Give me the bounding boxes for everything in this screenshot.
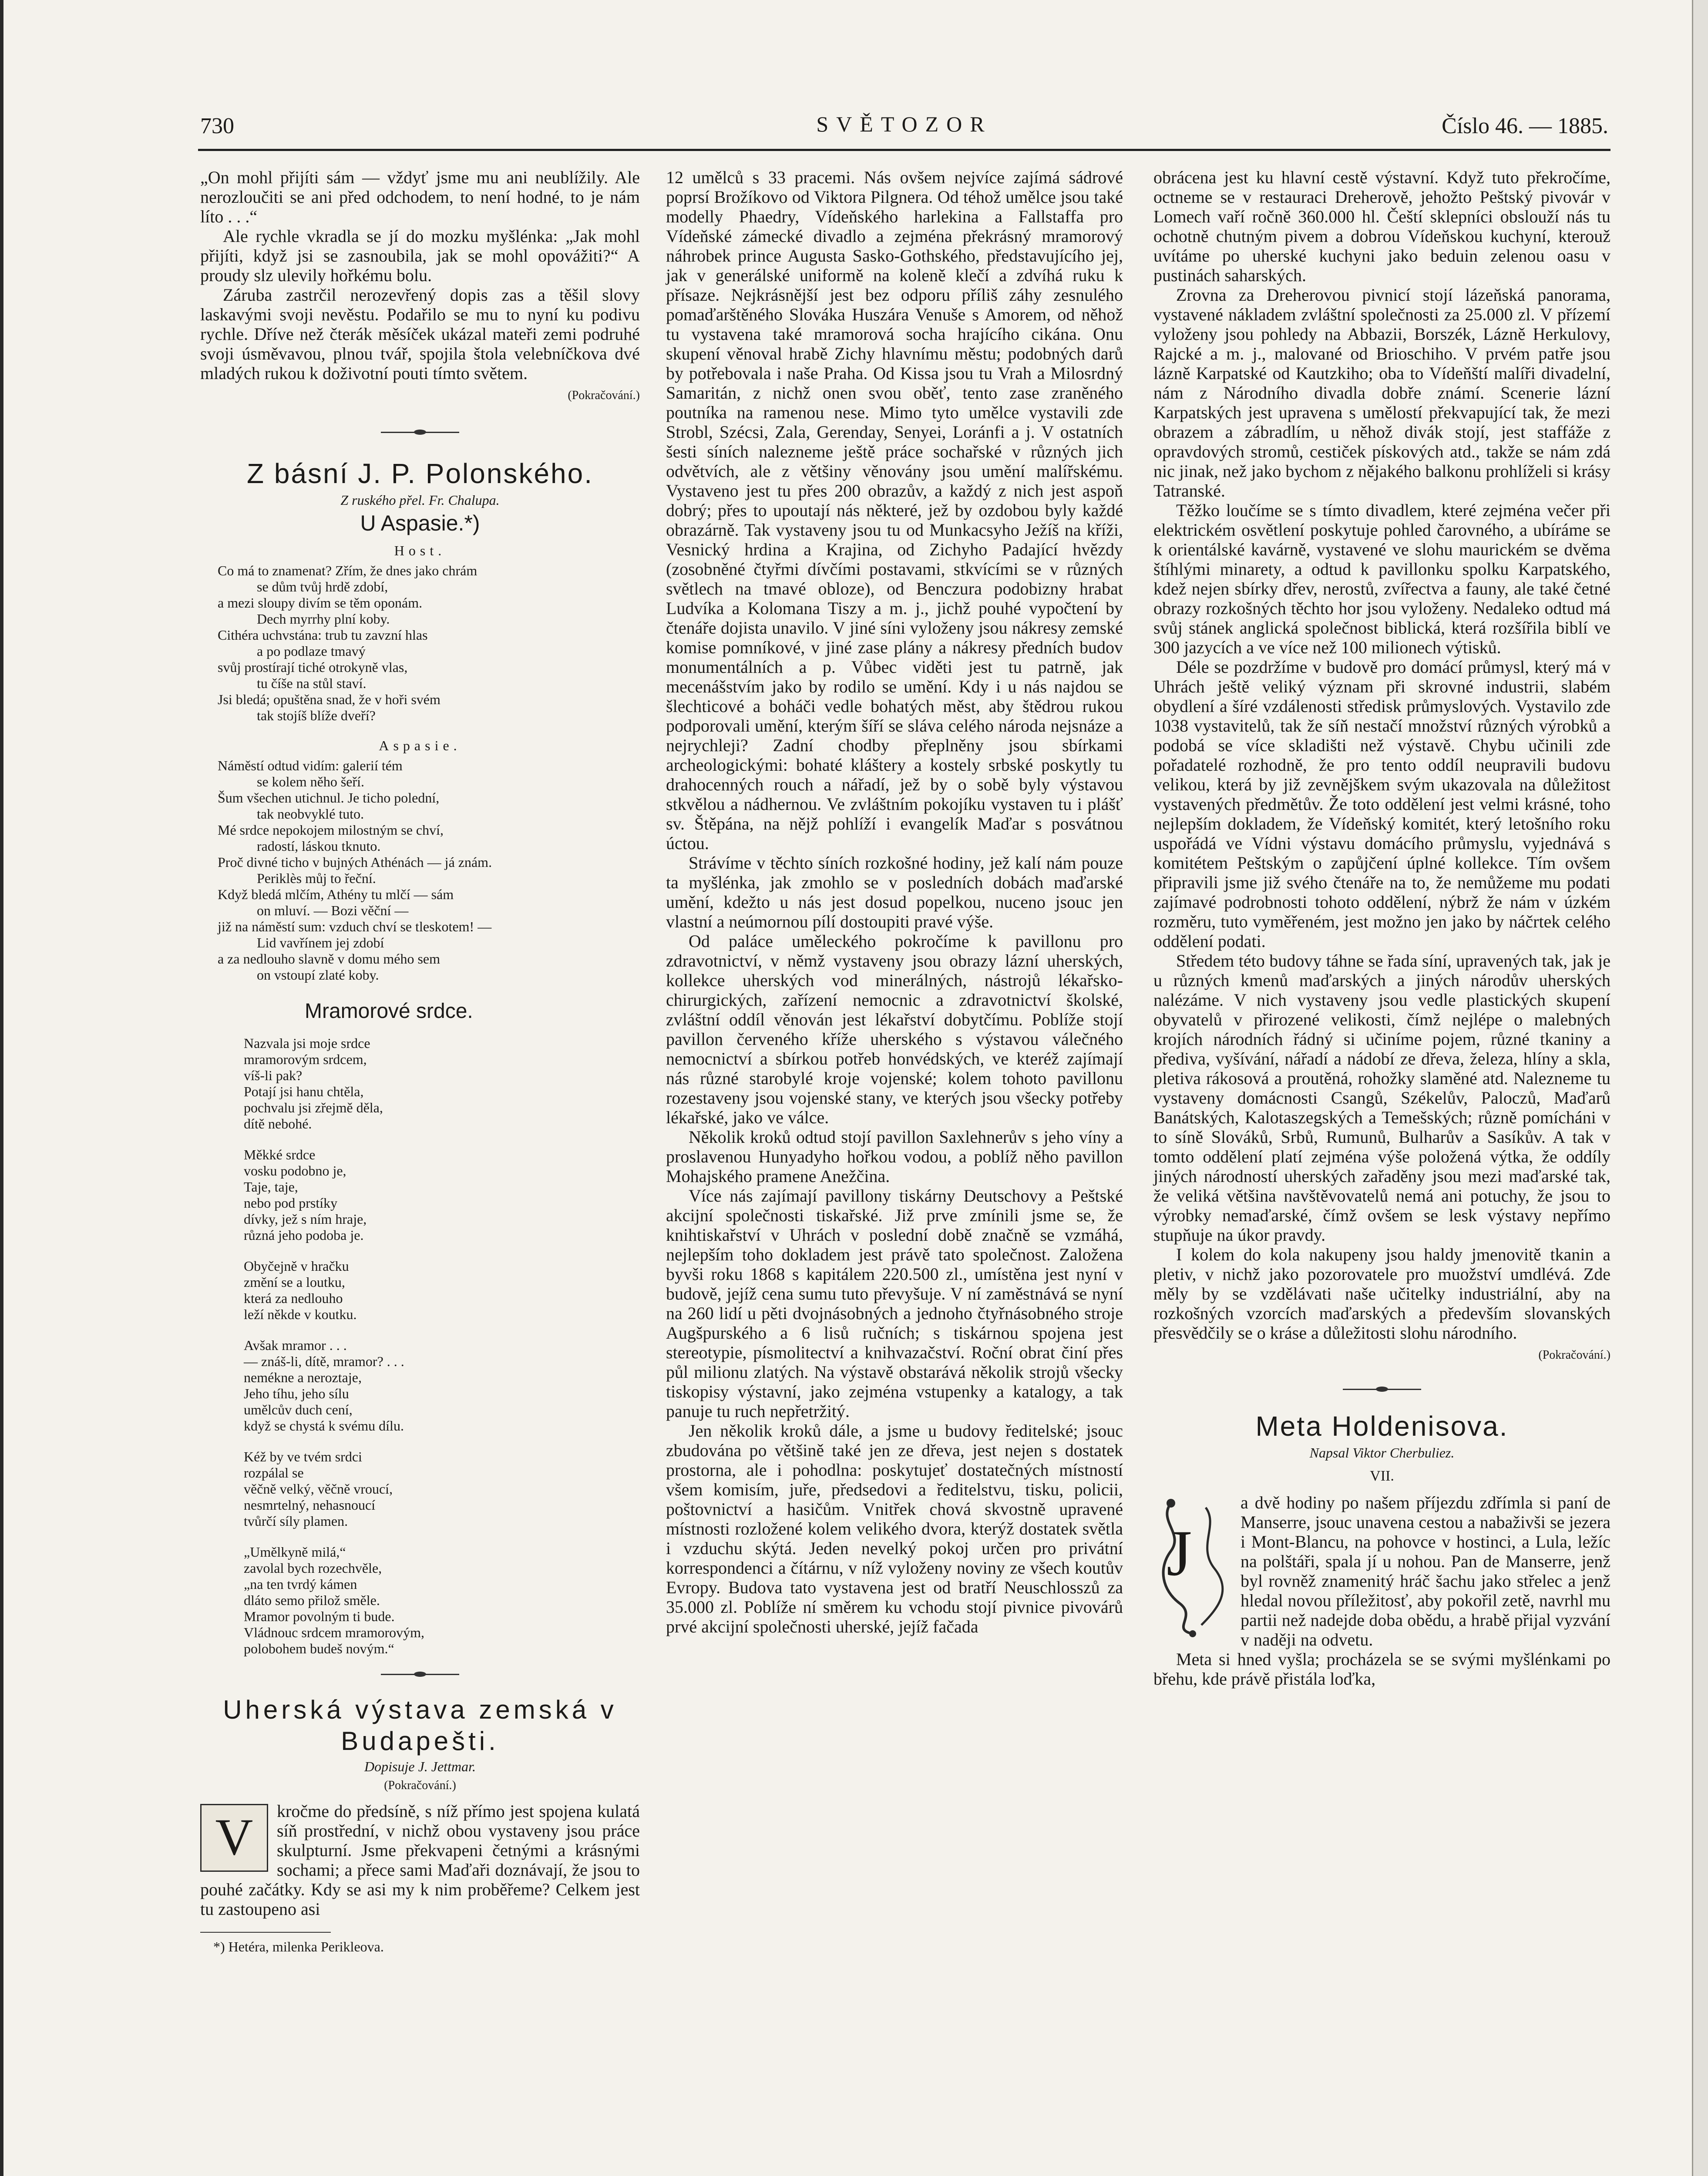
- page-spine-shadow: [0, 0, 3, 2176]
- poem-stanza: [244, 1449, 640, 1529]
- exhibit-body: [200, 1801, 640, 1919]
- verse-line: Mramor povolným ti bude.: [244, 1608, 395, 1624]
- verse-line: Co má to znamenat? Zřím, že dnes jako chrám: [218, 563, 477, 578]
- verse-line: Jeho tíhu, jeho sílu: [244, 1386, 349, 1401]
- story-paragraph: Záruba zastrčil nerozevřený dopis zas a těšil slovy laskavými svoji nevěstu. Podařilo se mu to nyní ku podivu rychle. Dříve než čterák měsíček ukázal mateři zemi podruhé svoji úsměvavou, plnou tvář, spojila štola velebníčkova dvé mladých rukou k doživotní pouti tímto světem.: [200, 285, 640, 383]
- verse-line: Měkké srdce: [244, 1147, 316, 1162]
- speaker-host: Host.: [394, 543, 446, 558]
- verse-line: Vládnouc srdcem mramorovým,: [244, 1625, 424, 1640]
- initial-letter: V: [215, 1808, 253, 1866]
- verse-line: pochvalu jsi zřejmě děla,: [244, 1100, 383, 1115]
- story-paragraph: Ale rychle vkradla se jí do mozku myšlénka: „Jak mohl přijíti, když jsi se zasnoubila, jak se mohl opovážiti?“ A proudy slz ulevily hořkému bolu.: [200, 226, 640, 285]
- verse-line: tak neobvyklé tuto.: [257, 806, 364, 822]
- verse-line: Cithéra uchvstána: trub tu zavzní hlas: [218, 627, 428, 643]
- article-paragraph: Zrovna za Dreherovou pivnicí stojí lázeňská panorama, vystavené nákladem zvláštní společnosti za 25.000 zl. V přízemí vyloženy jsou pohledy na Abbazii, Borszék, Lázně Herkulovy, Rajcké a m. j., malované od Brioschiho. V prvém patře jsou lázně Karpatské od Kautzkiho; oba to Vídeňští malíři divadelní, nám z Národního divadla dobře známí. Scenerie lázní Karpatských jest upravena s umělostí překvapující tak, že mezi obrazem a zábradlím, u něhož divák stojí, jest staffáže z opravdových stromů, cestiček pískových atd., takže se nám zdá nic jinak, než jako bychom z nějakého balkonu prohlíželi si krásy Tatranské.: [1153, 285, 1610, 500]
- novel-author: Napsal Viktor Cherbuliez.: [1309, 1445, 1455, 1461]
- verse-line: „Umělkyně milá,“: [244, 1544, 346, 1560]
- aspasia-verse: [218, 758, 640, 983]
- initial-letter: J: [1167, 1517, 1192, 1589]
- column-1: [200, 168, 640, 1955]
- verse-line: Náměstí odtud vidím: galerií tém: [218, 758, 403, 773]
- issue-label: Číslo 46. — 1885.: [1442, 114, 1608, 138]
- verse-line: „na ten tvrdý kámen: [244, 1576, 357, 1592]
- verse-line: Potají jsi hanu chtěla,: [244, 1084, 364, 1099]
- verse-line: Avšak mramor . . .: [244, 1337, 347, 1353]
- novel-title: Meta Holdenisova.: [1255, 1410, 1509, 1442]
- column-2: [666, 168, 1123, 1636]
- verse-line: Obyčejně v hračku: [244, 1258, 349, 1274]
- article-paragraph: 12 umělců s 33 pracemi. Nás ovšem nejvíce zajímá sádrové poprsí Brožíkovo od Viktora Pilgnera. Od téhož umělce jsou také modelly Phaedry, Vídeňského harlekina a Fallstaffa pro Vídeňské zámecké divadlo a zejména překrásný mramorový náhrobek prince Augusta Sasko-Gothského, představujícího jej, jak v generálské uniformě na koleně klečí a zdvíhá ruku k přísaze. Nejkrásnější jest bez odporu příliš záhy zesnulého pomaďarštěného Slováka Huszára Venuše s Amorem, od něhož tu vystavena také mramorová socha hrajícího cikána. Onu skupení věnoval hrabě Zichy hlavnímu městu; podobných darů by potřebovala i naše Praha. Od Kissa jsou tu Vrah a Milosrdný Samaritán, z nichž onen svou oběť, tento zase zraněného poutníka na ramenou nese. Mimo tyto umělce vystavili zde Strobl, Szécsi, Zala, Gerenday, Senyei, Loránfi a j. V ostatních šesti síních nalezneme ještě práce sochařské v různých jich odvětvích, ale z většiny věnovány jsou umění malířskému. Vystaveno jest tu přes 200 obrazův, a každý z nich jest aspoň dobrý; přes to upoutají nás některé, jež by ozdobou byly každé obrazárně. Tak vystaveny jsou tu od Munkacsyho Ježíš na kříži, Vesnický hrdina a Krajina, od Zichyho Padající hvězdy (zosobněné čtyřmi dívčími postavami, stkvícími se v různých světlech na tmavé obloze), od Benczura podobizny hrabat Ludvíka a Kolomana Tiszy a m. j., jichž pouhé vypočtení by čtenáře dojista unavilo. V jiné síni vyloženy jsou nákresy zemské komise pomníkové, v jiné zase plány a nákresy předních budov monumentálních a p. Vůbec viděti jest tu patrně, jak mecenášstvím jako by rodilo se umění. Kdy i u nás najdou se šlechticové a boháči vedle bohatých měst, aby štědrou rukou podporovali umění, kterým šíří se sláva celého národa nejsnáze a nejrychleji? Zadní chodby přeplněny jsou sbírkami archeologickými: bohaté kláštery a kostely srbské poskytly tu drahocenných rouch a nářadí, jež by o sobě byly výstavou stkvělou a nádhernou. Ve zvláštním pokojíku vystaven tu i plášť sv. Štěpána, na nějž pohlíží i evangelík Maďar s posvátnou úctou.: [666, 168, 1123, 853]
- exhibit-title: Uherská výstava zemská v Budapešti.: [223, 1695, 617, 1756]
- verse-line: nemékne a neroztaje,: [244, 1370, 362, 1385]
- verse-line: Šum všechen utichnul. Je ticho polední,: [218, 790, 440, 806]
- verse-line: — znáš-li, dítě, mramor? . . .: [244, 1353, 404, 1369]
- decorative-initial: [200, 1804, 268, 1872]
- continued-note: (Pokračování.): [1538, 1348, 1610, 1362]
- verse-line: tvůrčí síly plamen.: [244, 1513, 348, 1529]
- verse-line: tu číše na stůl staví.: [257, 675, 366, 691]
- verse-line: mramorovým srdcem,: [244, 1051, 367, 1067]
- exhibit-author: Dopisuje J. Jettmar.: [364, 1759, 476, 1774]
- poem-stanza: [244, 1544, 640, 1657]
- flourish-ornament-icon: [1153, 1494, 1232, 1638]
- article-paragraph: Jen několik kroků dále, a jsme u budovy ředitelské; jsouc zbudována po většině také jen ze dřeva, jest nejen s dostatek prostorna, ale i pohodlna: poskytujeť dostatečných místností všem komisím, juře, předsedovi a ředitelstvu, tisku, policii, poštovnictví a hasičům. Vnitřek chová skvostně upravené místnosti rozložené kolem velikého dvora, kterýž dostatek světla i vzduchu skýtá. Jeden nevelký pokoj určen pro privátní korrespondenci a čítárnu, v níž vyloženy noviny ze všech koutův Evropy. Budova tato vystavena jest od bratří Neuschlosszů za 35.000 zl. Poblíže ní směrem ku vchodu stojí pivnice pivovárů prvé akcijní společnosti uherské, jejíž fačada: [666, 1421, 1123, 1636]
- column-3: [1153, 168, 1610, 1689]
- verse-line: když se chystá k svému dílu.: [244, 1418, 404, 1434]
- poems-translator: Z ruského přel. Fr. Chalupa.: [340, 492, 500, 508]
- page-header: [200, 108, 1608, 147]
- verse-line: polobohem budeš novým.“: [244, 1641, 394, 1656]
- verse-line: a po podlaze tmavý: [257, 643, 366, 659]
- verse-line: již na náměstí sum: vzduch chví se tleskotem! —: [218, 919, 492, 934]
- masthead: SVĚTOZOR: [816, 112, 992, 136]
- article-paragraph: I kolem do kola nakupeny jsou haldy jmenovitě tkanin a pletiv, v nichž jako pozorovatele pro muožství umdlévá. Zde měly by se vzdělávati naše učitelky industriální, aby na rozkošných vzorcích maďarských a především slovanských přesvědčily se o kráse a důležitosti slohu národního.: [1153, 1245, 1610, 1343]
- verse-line: svůj prostírají tiché otrokyně vlas,: [218, 659, 408, 675]
- article-paragraph: Těžko loučíme se s tímto divadlem, které zejména večer při elektrickém osvětlení poskytuje pohled čarovného, a ubíráme se k orientálské kavárně, vystavené ve slohu maurickém se dvěma štíhlými minarety, a odtud k pavillonku spolku Karpatského, kdež nejen sbírky dřev, nerostů, zvířectva a fauny, ale také četné obrazy rozkošných těchto hor jsou vyloženy. Nedaleko odtud má svůj stánek anglická společnost biblická, která rozšířila biblí ve 300 jazycích a ve více než 100 milionech výtisků.: [1153, 500, 1610, 657]
- page-edge: [1692, 0, 1708, 2176]
- verse-line: tak stojíš blíže dveří?: [257, 708, 376, 723]
- page-number: 730: [200, 114, 234, 138]
- verse-line: radostí, láskou tknuto.: [257, 838, 381, 854]
- verse-line: dítě nebohé.: [244, 1116, 312, 1132]
- poem1-title: U Aspasie.*): [360, 511, 480, 535]
- verse-line: a za nedlouho slavně v domu mého sem: [218, 951, 440, 967]
- verse-line: víš-li pak?: [244, 1068, 303, 1083]
- verse-line: změní se a loutku,: [244, 1274, 345, 1290]
- decorative-initial: [1153, 1494, 1232, 1638]
- verse-line: se kolem něho šeří.: [257, 774, 365, 789]
- novel-paragraph: a dvě hodiny po našem příjezdu zdřímla si paní de Manserre, jsouc unavena cestou a nabaživši se jezera i Mont-Blancu, na pohovce v hostinci, a Lula, ležíc na polštáři, spala jí u nohou. Pan de Manserre, jenž byl rovněž znamenitý hráč šachu jako střelec a jenž hledal novou příležitosť, aby pokořil zetě, navrhl mu partii než nadejde doba obědu, a hrabě přijal vyzvání v naději na odvetu.: [1241, 1493, 1610, 1649]
- story-paragraph: „On mohl přijíti sám — vždyť jsme mu ani neublížily. Ale nerozloučiti se ani před odchodem, to není hodné, to je nám líto . . .“: [200, 168, 640, 226]
- verse-line: umělcův duch cení,: [244, 1402, 353, 1417]
- verse-line: zavolal bych rozechvěle,: [244, 1560, 382, 1576]
- verse-line: nesmrtelný, nehasnoucí: [244, 1497, 376, 1513]
- verse-line: věčně velký, věčně vroucí,: [244, 1481, 393, 1497]
- host-verse: [218, 563, 640, 724]
- exhibit-paragraph: kročme do předsíně, s níž přímo jest spojena kulatá síň prostřední, v nichž obou vystaveny jsou práce skulpturní. Jsme překvapeni četnými a krásnými sochami; a přece sami Maďaři doznávají, že jsou to pouhé začátky. Kdy se asi my k nim proběřeme? Celkem jest tu zastoupeno asi: [200, 1801, 640, 1919]
- verse-line: Taje, taje,: [244, 1179, 298, 1195]
- footnote: *) Hetéra, milenka Perikleova.: [213, 1939, 384, 1954]
- section-ornament: [381, 430, 459, 435]
- article-paragraph: obrácena jest ku hlavní cestě výstavní. Když tuto překročíme, octneme se v restauraci Dreherově, jehožto Peštský pivovár v Lomech vaří ročně 360.000 hl. Čeští sklepníci obslouží nás tu ochotně chutným pivem a dobrou Vídeňskou kuchyní, kterouž uvítáme po uherské kuchyni jako beduin zelenou oasu v pustinách saharských.: [1153, 168, 1610, 285]
- verse-line: Mé srdce nepokojem milostným se chví,: [218, 822, 444, 838]
- verse-line: dláto semo přilož směle.: [244, 1592, 380, 1608]
- verse-line: rozpálal se: [244, 1465, 304, 1481]
- verse-line: Proč divné ticho v bujných Athénách — já znám.: [218, 854, 492, 870]
- article-paragraph: Více nás zajímají pavillony tiskárny Deutschovy a Peštské akcijní společnosti tiskařské. Již prve zmínili jsme se, že knihtiskařství v Uhrách v poslední době značně se vzmáhá, nejlepším toho dokladem jest právě tato společnost. Založena byvši roku 1868 s kapitálem 220.500 zl., umístěna jest nyní v budově, jejíž cena sumu tuto převyšuje. V ní zaměstnává se nyní na 260 lidí u pěti dvojnásobných a jednoho čtyřnásobného stroje Augšpurského a 6 lisů ručních; s tiskárnou spojena jest stereotypie, písmolitectví a knihvazačství. Roční obrat činí přes půl milionu zlatých. Na výstavě obstarává několik strojů všecky tiskopisy výstavní, jako zejména vstupenky a katalogy, a tak panuje tu ruch nepřetržitý.: [666, 1186, 1123, 1421]
- verse-line: která za nedlouho: [244, 1290, 343, 1306]
- continued-note: (Pokračování.): [568, 389, 640, 402]
- article-paragraph: Středem této budovy táhne se řada síní, upravených tak, jak je u různých kmenů maďarských a jiných národův uherských nalézáme. V nich vystaveny jsou vedle plastických skupení obyvatelů v přirozené velikosti, čímž nejlépe o malebných krojích národních řádný si učiníme pojem, různé tkaniny a přediva, vyšívání, nářadí a nádobí ze dřeva, železa, hlíny a skla, pletiva rákosová a proutěná, rohožky slaměné atd. Nalezneme tu vystaveny domácnosti Csangů, Székelův, Paloczů, Maďarů Banátských, Kalotaszegských a Temešských; různě pomícháni v to síně Slováků, Srbů, Rumunů, Bulharův a Sasíkův. A tak v tomto oddělení platí zejména výše položená výtka, že oddíly jiných národností uherských zařaděny jsou mezi maďarské tak, že veliká většina navštěvovatelů nemá ani potuchy, že jsou to výrobky nemaďarské, čímž ovšem se lesk výstavy nepřímo stupňuje na úkor pravdy.: [1153, 951, 1610, 1245]
- novel-paragraph: Meta si hned vyšla; procházela se se svými myšlénkami po břehu, kde právě přistála loďka,: [1153, 1649, 1610, 1689]
- article-paragraph: Déle se pozdržíme v budově pro domácí průmysl, který má v Uhrách ještě veliký význam při skrovné industrii, slabém obydlení a šíré vzdálenosti středisk průmyslových. Vystavilo zde 1038 vystavitelů, tak že síň nestačí množství různých výrobků a podobá se více skladišti než výstavě. Chybu učinili zde pořadatelé rozhodně, že pro tento oddíl neupravili budovu velikou, která by již zevnějškem svým ukazovala na důležitost vystavených předmětův. Že toto oddělení jest velmi krásné, toho nejlepším dokladem, že Vídeňský komitét, který letošního roku uspořádá ve Vídni výstavu domácího průmyslu, vyjednává s komitétem Peštským o zapůjčení úplné kollekce. Tím ovšem připravili jsme již svého čtenáře na to, že nemůžeme mu podati zajímavé podrobnosti tohoto oddělení, nýbrž že nám v úzkém rozměru, tuto vyměřeném, jest možno jen jako by náčrtek celého oddělení podati.: [1153, 657, 1610, 951]
- verse-line: Nazvala jsi moje srdce: [244, 1035, 370, 1051]
- verse-line: se dům tvůj hrdě zdobí,: [257, 579, 388, 594]
- verse-line: nebo pod prstíky: [244, 1195, 338, 1211]
- poem-stanza: [244, 1258, 640, 1323]
- article-paragraph: Strávíme v těchto síních rozkošné hodiny, jež kalí nám pouze ta myšlénka, jak zmohlo se v posledních dobách maďarské umění, kdežto u nás jest dosud popelkou, nuceno jsouc jen vlastní a neúmornou pílí dostoupiti pravé výše.: [666, 853, 1123, 931]
- article-paragraph: Od paláce uměleckého pokročíme k pavillonu pro zdravotnictví, v němž vystaveny jsou obrazy lázní uherských, kollekce uherských vod minerálných, nástrojů lékařsko-chirurgických, zařízení nemocnic a zdravotnictví školské, zvláštní oddíl věnován jest lékařství dobytčímu. Poblíže stojí pavillon červeného kříže uherského s výstavou válečného nemocnictví a sbírkou potřeb honvédských, ve kteréž zajímají nás různé starobylé kroje vojenské; kolem tohoto pavillonu rozestaveny jsou vojenské stany, ve kterých jsou všecky potřeby lékařské, jako ve válce.: [666, 931, 1123, 1127]
- verse-line: leží někde v koutku.: [244, 1306, 357, 1322]
- verse-line: různá jeho podoba je.: [244, 1227, 364, 1243]
- chapter-number: VII.: [1370, 1468, 1394, 1484]
- verse-line: on vstoupí zlaté koby.: [257, 967, 379, 983]
- verse-line: Dech myrrhy plní koby.: [257, 611, 390, 627]
- verse-line: Jsi bledá; opuštěna snad, že v hoři svém: [218, 692, 440, 707]
- header-rule: [198, 149, 1610, 151]
- poem-stanza: [244, 1035, 640, 1132]
- verse-line: vosku podobno je,: [244, 1163, 346, 1179]
- footnote-rule: [200, 1932, 331, 1933]
- verse-line: dívky, jež s ním hraje,: [244, 1211, 367, 1227]
- exhibit-continued: (Pokračování.): [384, 1779, 456, 1792]
- article-paragraph: Několik kroků odtud stojí pavillon Saxlehnerův s jeho víny a proslavenou Hunyadyho hořkou vodou, a poblíž něho pavillon Mohajského pramene Anežčina.: [666, 1127, 1123, 1186]
- verse-line: Kéž by ve tvém srdci: [244, 1449, 362, 1464]
- verse-line: a mezi sloupy divím se těm oponám.: [218, 595, 423, 611]
- poem-stanza: [244, 1337, 640, 1434]
- verse-line: Lid vavřínem jej zdobí: [257, 935, 384, 950]
- verse-line: on mluví. — Bozi věční —: [257, 903, 409, 918]
- section-ornament: [1343, 1387, 1421, 1392]
- poem-stanza: [244, 1147, 640, 1243]
- verse-line: Periklès můj to řeční.: [257, 870, 376, 886]
- poem2-title: Mramorové srdce.: [305, 1000, 473, 1023]
- section-ornament: [381, 1672, 459, 1677]
- verse-line: Když bledá mlčím, Athény tu mlčí — sám: [218, 887, 454, 902]
- speaker-aspasia: Aspasie.: [379, 738, 461, 753]
- novel-body: [1153, 1493, 1610, 1689]
- poems-title: Z básní J. P. Polonského.: [246, 458, 594, 489]
